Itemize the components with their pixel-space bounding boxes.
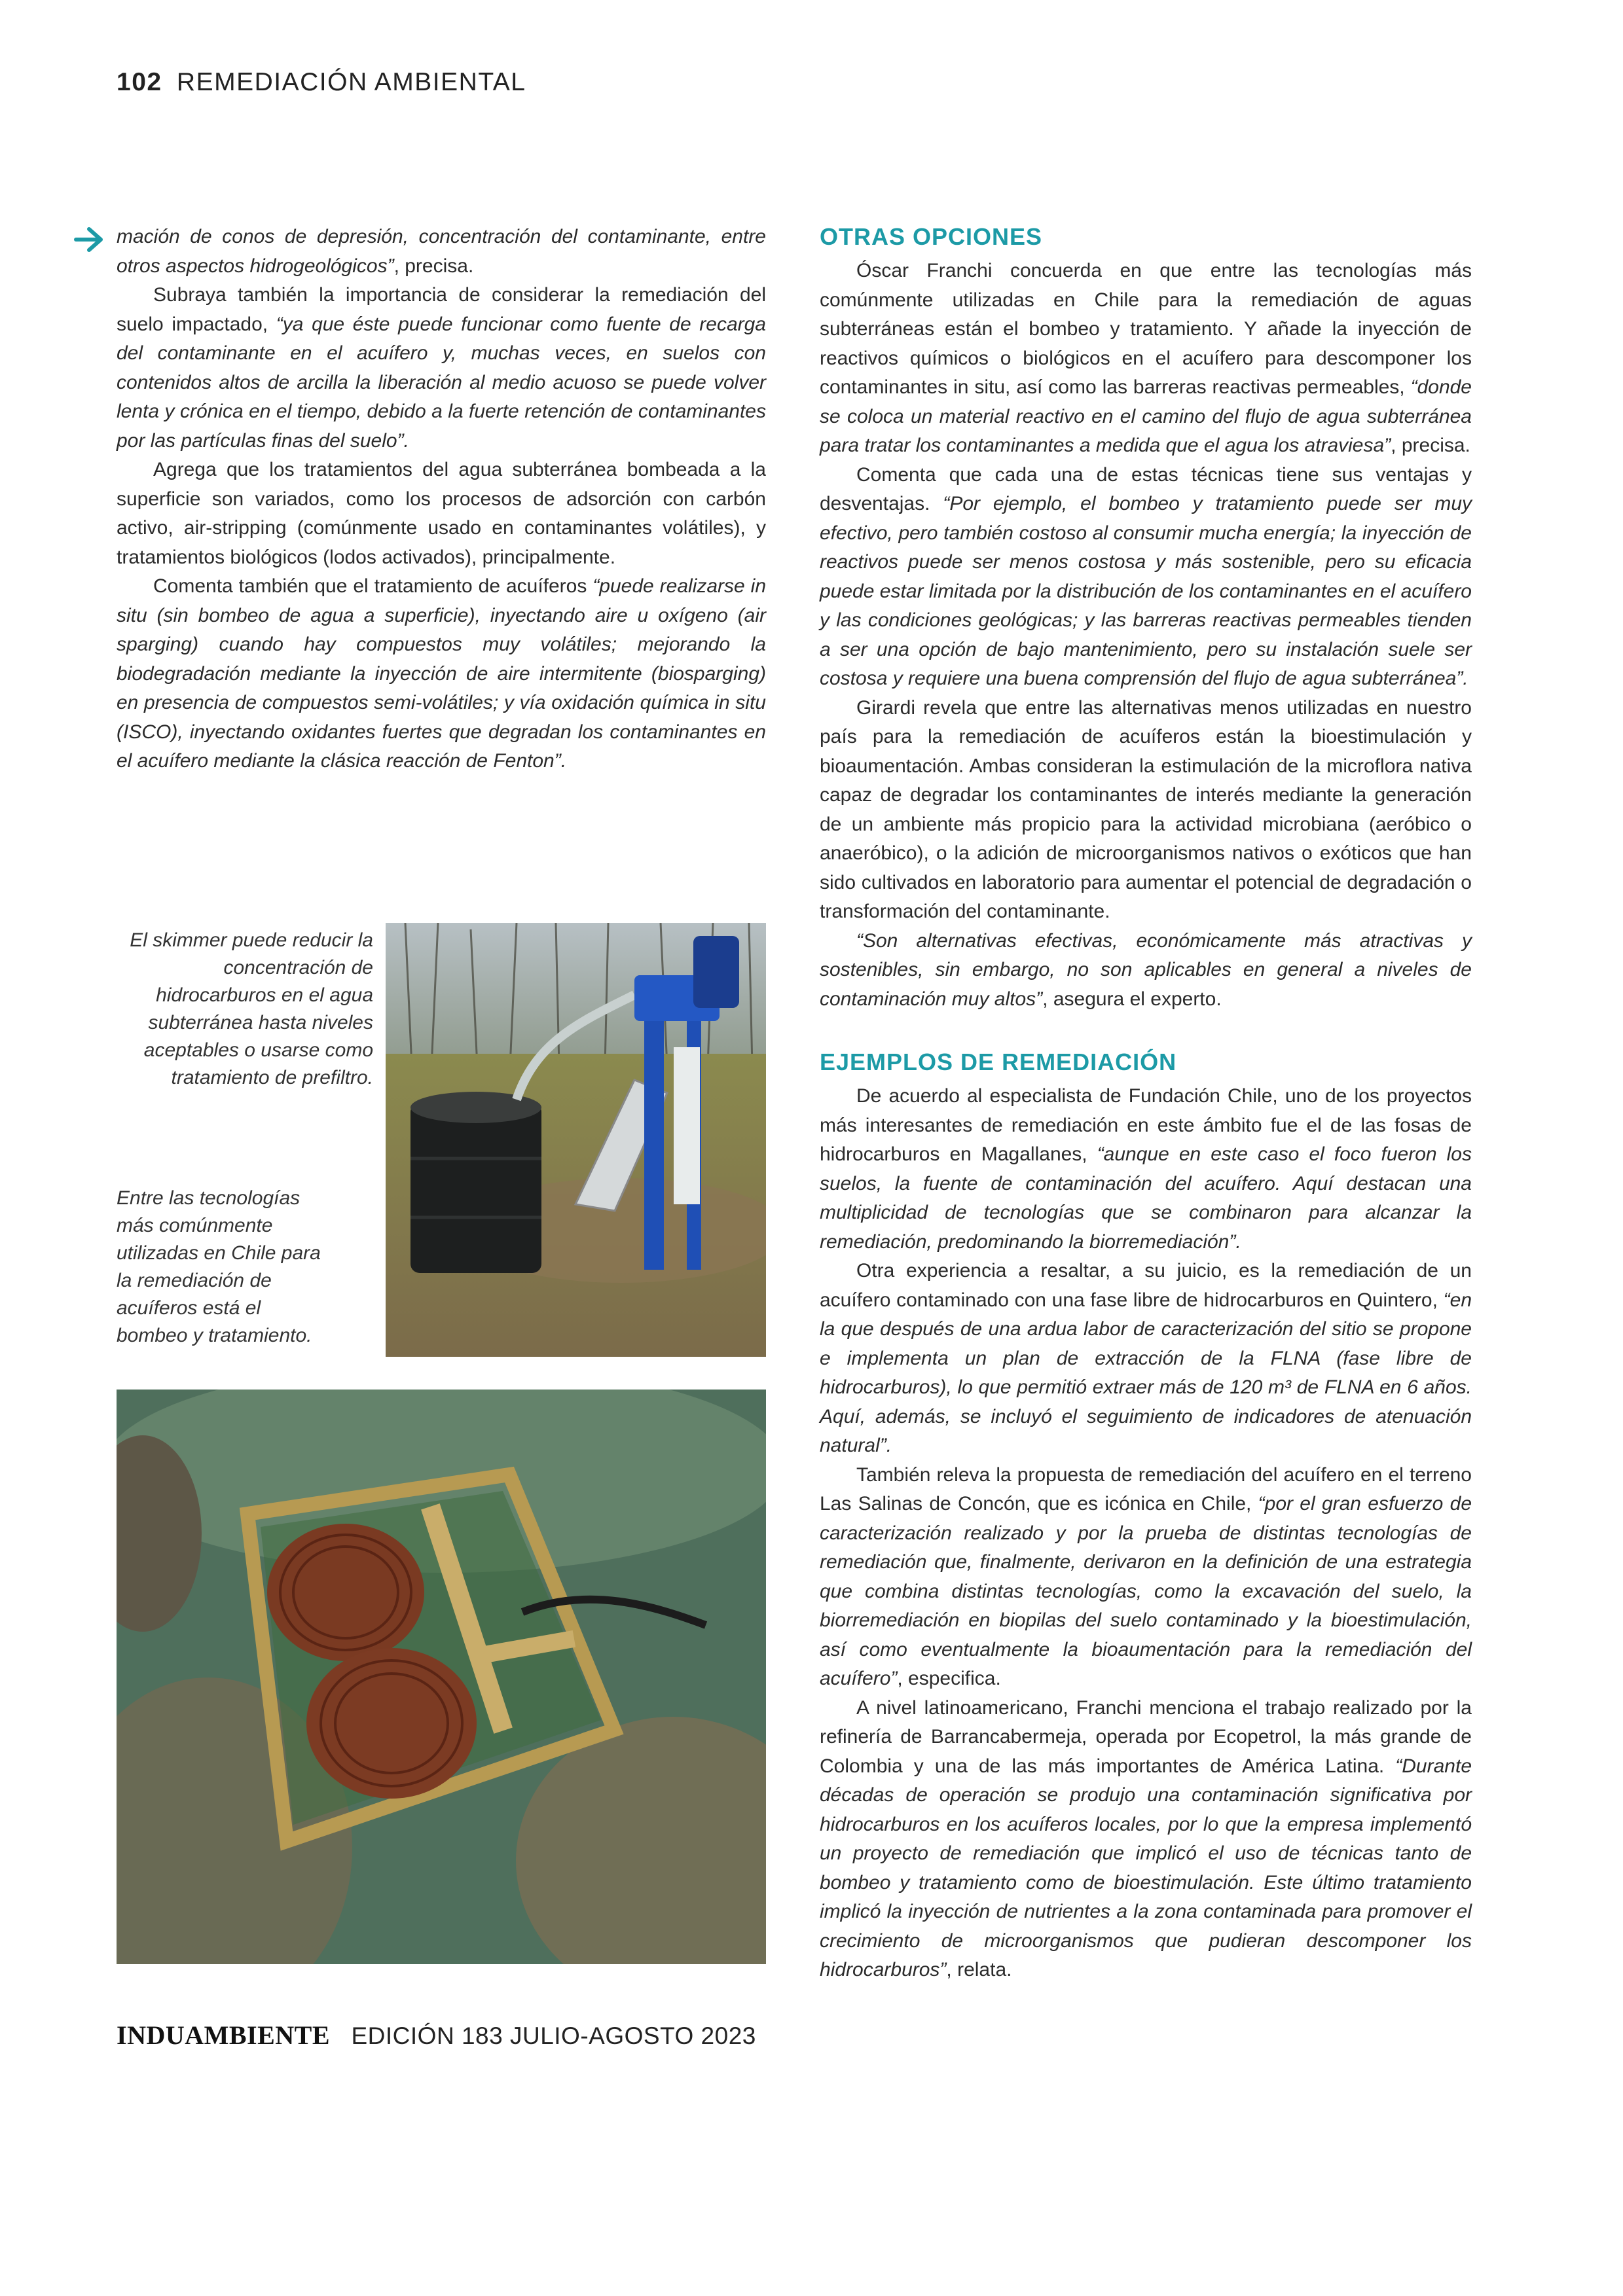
paragraph: Comenta también que el tratamiento de acuíferos “puede realizarse in situ (sin bombeo de agua a superficie), inyectando aire u oxígeno (air sparging) cuando hay compuestos muy volátiles; mejorando la biodegradación mediante la inyección de aire intermitente (biosparging) en presencia de compuestos semi-volátiles; y vía oxidación química in situ (ISCO), inyectando oxidantes fuertes que degradan los contaminantes en el acuífero mediante la clásica reacción de Fenton”. (117, 575, 767, 772)
paragraph: Otra experiencia a resaltar, a su juicio, es la remediación de un acuífero contaminado con una fase libre de hidrocarburos en Quintero, “en la que después de una ardua labor de caracterización del sitio se propone e implementa un plan de extracción de la FLNA (fase libre de hidrocarburos), lo que permitió extraer más de 120 m³ de FLNA en 6 años. Aquí, además, se incluyó el seguimiento de indicadores de atenuación natural”. (820, 1260, 1472, 1456)
page-number: 102 (117, 68, 162, 96)
brand-logo: INDUAMBIENTE (117, 2020, 331, 2050)
edition-info: EDICIÓN 183 JULIO-AGOSTO 2023 (351, 2022, 756, 2049)
continuation-arrow-icon (73, 226, 105, 253)
paragraph: “Son alternativas efectivas, económicamente más atractivas y sostenibles, sin embargo, no son aplicables en general a niveles de contaminación muy altos”, asegura el experto. (820, 929, 1472, 1010)
footer (117, 2020, 756, 2051)
left-column (117, 223, 766, 776)
paragraph: También releva la propuesta de remediación del acuífero en el terreno Las Salinas de Concón, que es icónica en Chile, “por el gran esfuerzo de caracterización realizado y por la prueba de distintas tecnologías de remediación que, finalmente, derivaron en la definición de una estrategia que combina distintas tecnologías, como la excavación del suelo, la biorremediación en biopilas del suelo contaminado y la bioestimulación, así como eventualmente la bioaumentación para la remediación del acuífero”, especifica. (820, 1463, 1472, 1689)
paragraph: mación de conos de depresión, concentración del contaminante, entre otros aspectos hidrogeológicos”, precisa. (117, 226, 766, 277)
paragraph: Girardi revela que entre las alternativas menos utilizadas en nuestro país para la remediación de acuíferos están la bioestimulación y bioaumentación. Ambas consideran la estimulación de la microflora nativa capaz de degradar los contaminantes de interés mediante la generación de un ambiente más propicio para la actividad microbiana (aeróbico o anaeróbico), o la adición de microorganismos nativos o exóticos que han sido cultivados en laboratorio para aumentar el potencial de degradación o transformación del contaminante. (820, 696, 1472, 922)
heading-ejemplos-remediacion: EJEMPLOS DE REMEDIACIÓN (820, 1049, 1177, 1075)
running-head (117, 68, 526, 97)
paragraph: Comenta que cada una de estas técnicas tiene sus ventajas y desventajas. “Por ejemplo, el bombeo y tratamiento puede ser muy efectivo, pero también costoso al consumir mucha energía; la inyección de reactivos puede ser menos costosa y más sostenible, pero su eficacia puede estar limitada por la distribución de los contaminantes en el acuífero y las condiciones geológicas; y las barreras reactivas permeables tienden a ser una opción de bajo mantenimiento, pero su instalación suele ser costosa y requiere una buena comprensión del flujo de agua subterránea”. (820, 463, 1472, 689)
photo-skimmer-device (117, 1390, 766, 1964)
photo-caption-skimmer: El skimmer puede reducir la concentración de hidrocarburos en el agua subterránea hasta niveles aceptables o usarse como tratamiento de prefiltro. (130, 929, 373, 1088)
paragraph: Agrega que los tratamientos del agua subterránea bombeada a la superficie son variados, como los procesos de adsorción con carbón activo, air-stripping (comúnmente usado en contaminantes volátiles), y tratamientos biológicos (lodos activados), principalmente. (117, 459, 766, 568)
photo-drum-pump (386, 923, 766, 1357)
paragraph: Óscar Franchi concuerda en que entre las tecnologías más comúnmente utilizadas en Chile para la remediación de aguas subterráneas están el bombeo y tratamiento. Y añade la inyección de reactivos químicos o biológicos en el acuífero para descomponer los contaminantes in situ, así como las barreras reactivas permeables, “donde se coloca un material reactivo en el camino del flujo de agua subterránea para tratar los contaminantes a medida que el agua los atraviesa”, precisa. (820, 260, 1472, 456)
heading-otras-opciones: OTRAS OPCIONES (820, 223, 1043, 250)
section-title: REMEDIACIÓN AMBIENTAL (176, 68, 526, 96)
photo-caption-technologies: Entre las tecnologías más comúnmente utilizadas en Chile para la remediación de acuíferos está el bombeo y tratamiento. (117, 1187, 321, 1346)
right-column (820, 223, 1472, 1985)
paragraph: A nivel latinoamericano, Franchi menciona el trabajo realizado por la refinería de Barrancabermeja, operada por Ecopetrol, la más grande de Colombia y una de las más importantes de América Latina. “Durante décadas de operación se produjo una contaminación significativa por hidrocarburos en los acuíferos locales, por lo que la empresa implementó un proyecto de remediación que implicó el uso de técnicas tanto de bombeo y tratamiento como de bioestimulación. Este último tratamiento implicó la inyección de nutrientes a la zona contaminada para promover el crecimiento de microorganismos que pudieran descomponer los hidrocarburos”, relata. (820, 1696, 1472, 1981)
paragraph: De acuerdo al especialista de Fundación Chile, uno de los proyectos más interesantes de remediación en este ámbito fue el de las fosas de hidrocarburos en Magallanes, “aunque en este caso el foco fueron los suelos, la fuente de contaminación del acuífero. Aquí destacan una multiplicidad de tecnologías que se combinaron para alcanzar la remediación, predominando la biorremediación”. (820, 1085, 1472, 1253)
paragraph: Subraya también la importancia de considerar la remediación del suelo impactado, “ya que éste puede funcionar como fuente de recarga del contaminante en el acuífero y, muchas veces, en suelos con contenidos altos de arcilla la liberación al medio acuoso se puede volver lenta y crónica en el tiempo, debido a la fuerte retención de contaminantes por las partículas finas del suelo”. (117, 284, 766, 452)
